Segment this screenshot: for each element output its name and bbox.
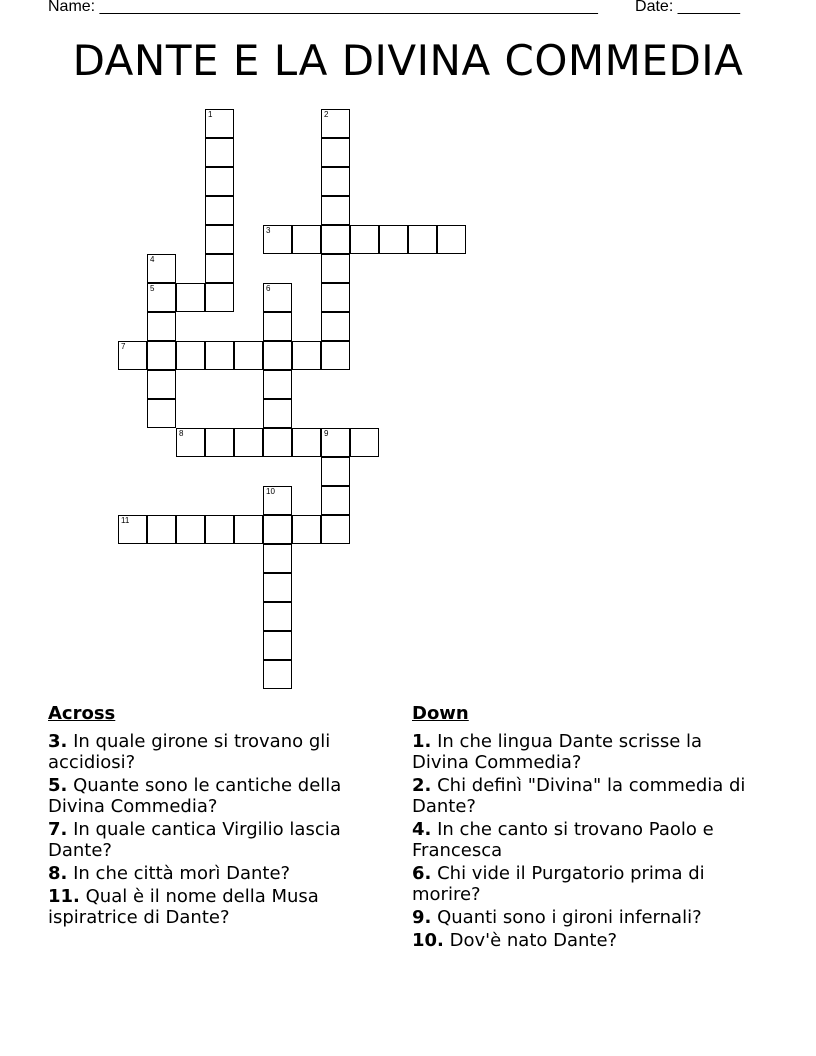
grid-cell[interactable] bbox=[321, 109, 350, 138]
grid-cell[interactable] bbox=[205, 428, 234, 457]
grid-cell[interactable] bbox=[205, 167, 234, 196]
grid-cell[interactable] bbox=[205, 109, 234, 138]
clue-number: 10. bbox=[412, 930, 444, 951]
grid-cell[interactable] bbox=[147, 370, 176, 399]
clue-item bbox=[412, 907, 752, 928]
clue-number: 11. bbox=[48, 886, 80, 907]
down-heading: Down bbox=[412, 703, 469, 724]
grid-cell[interactable] bbox=[205, 515, 234, 544]
grid-cell[interactable] bbox=[321, 312, 350, 341]
clue-number-label: 10 bbox=[266, 487, 275, 496]
grid-cell[interactable] bbox=[263, 225, 292, 254]
grid-cell[interactable] bbox=[118, 515, 147, 544]
grid-cell[interactable] bbox=[292, 428, 321, 457]
clue-number: 7. bbox=[48, 819, 68, 840]
clue-item bbox=[48, 886, 388, 928]
grid-cell[interactable] bbox=[321, 138, 350, 167]
clue-number-label: 3 bbox=[266, 226, 271, 235]
grid-cell[interactable] bbox=[408, 225, 437, 254]
clue-text: Quanti sono i gironi infernali? bbox=[437, 907, 702, 928]
clue-number: 9. bbox=[412, 907, 432, 928]
grid-cell[interactable] bbox=[147, 312, 176, 341]
clue-text: In che lingua Dante scrisse la Divina Commedia? bbox=[412, 731, 703, 773]
clue-number-label: 9 bbox=[324, 429, 329, 438]
grid-cell[interactable] bbox=[147, 515, 176, 544]
clue-number-label: 11 bbox=[121, 516, 130, 525]
grid-cell[interactable] bbox=[263, 602, 292, 631]
grid-cell[interactable] bbox=[350, 428, 379, 457]
grid-cell[interactable] bbox=[234, 515, 263, 544]
clue-item bbox=[412, 863, 752, 905]
clue-item bbox=[412, 930, 752, 951]
grid-cell[interactable] bbox=[263, 312, 292, 341]
clue-item bbox=[48, 819, 388, 861]
clue-number-label: 2 bbox=[324, 110, 329, 119]
grid-cell[interactable] bbox=[379, 225, 408, 254]
grid-cell[interactable] bbox=[176, 283, 205, 312]
date-field-label: Date: _______ bbox=[635, 0, 740, 15]
clue-number: 6. bbox=[412, 863, 432, 884]
clue-number: 5. bbox=[48, 775, 68, 796]
grid-cell[interactable] bbox=[292, 341, 321, 370]
grid-cell[interactable] bbox=[292, 515, 321, 544]
clue-text: Dov'è nato Dante? bbox=[449, 930, 618, 951]
across-clues bbox=[48, 703, 388, 930]
clue-number: 3. bbox=[48, 731, 68, 752]
clue-number-label: 5 bbox=[150, 284, 155, 293]
name-field-label: Name: ________________________________________________________ bbox=[48, 0, 598, 15]
grid-cell[interactable] bbox=[205, 341, 234, 370]
grid-cell[interactable] bbox=[263, 631, 292, 660]
grid-cell[interactable] bbox=[321, 428, 350, 457]
down-clues bbox=[412, 703, 752, 953]
grid-cell[interactable] bbox=[321, 486, 350, 515]
across-heading: Across bbox=[48, 703, 116, 724]
grid-cell[interactable] bbox=[118, 341, 147, 370]
grid-cell[interactable] bbox=[147, 399, 176, 428]
clue-text: Quante sono le cantiche della Divina Commedia? bbox=[48, 775, 342, 817]
grid-cell[interactable] bbox=[321, 225, 350, 254]
grid-cell[interactable] bbox=[263, 370, 292, 399]
grid-cell[interactable] bbox=[176, 341, 205, 370]
grid-cell[interactable] bbox=[176, 515, 205, 544]
clue-item bbox=[412, 819, 752, 861]
clue-text: Chi definì "Divina" la commedia di Dante? bbox=[412, 775, 746, 817]
grid-cell[interactable] bbox=[321, 283, 350, 312]
grid-cell[interactable] bbox=[350, 225, 379, 254]
clue-item bbox=[48, 731, 388, 773]
clue-text: In che canto si trovano Paolo e Francesca bbox=[412, 819, 714, 861]
page-title: DANTE E LA DIVINA COMMEDIA bbox=[72, 36, 744, 85]
grid-cell[interactable] bbox=[321, 341, 350, 370]
grid-cell[interactable] bbox=[205, 254, 234, 283]
grid-cell[interactable] bbox=[205, 283, 234, 312]
clue-text: Chi vide il Purgatorio prima di morire? bbox=[412, 863, 705, 905]
grid-cell[interactable] bbox=[321, 457, 350, 486]
grid-cell[interactable] bbox=[263, 573, 292, 602]
clue-number-label: 7 bbox=[121, 342, 126, 351]
clue-number-label: 4 bbox=[150, 255, 155, 264]
grid-cell[interactable] bbox=[263, 515, 292, 544]
grid-cell[interactable] bbox=[234, 341, 263, 370]
grid-cell[interactable] bbox=[263, 399, 292, 428]
grid-cell[interactable] bbox=[147, 341, 176, 370]
clue-number: 4. bbox=[412, 819, 432, 840]
grid-cell[interactable] bbox=[321, 515, 350, 544]
grid-cell[interactable] bbox=[292, 225, 321, 254]
clue-item bbox=[48, 775, 388, 817]
clue-item bbox=[48, 863, 388, 884]
grid-cell[interactable] bbox=[205, 138, 234, 167]
clue-number: 2. bbox=[412, 775, 432, 796]
clue-item bbox=[412, 731, 752, 773]
clue-item bbox=[412, 775, 752, 817]
grid-cell[interactable] bbox=[147, 254, 176, 283]
grid-cell[interactable] bbox=[437, 225, 466, 254]
clue-number-label: 8 bbox=[179, 429, 184, 438]
grid-cell[interactable] bbox=[205, 196, 234, 225]
grid-cell[interactable] bbox=[263, 544, 292, 573]
grid-cell[interactable] bbox=[234, 428, 263, 457]
clue-number-label: 1 bbox=[208, 110, 213, 119]
clue-text: In che città morì Dante? bbox=[73, 863, 291, 884]
clue-number-label: 6 bbox=[266, 284, 271, 293]
clue-text: In quale cantica Virgilio lascia Dante? bbox=[48, 819, 341, 861]
grid-cell[interactable] bbox=[147, 283, 176, 312]
grid-cell[interactable] bbox=[263, 428, 292, 457]
grid-cell[interactable] bbox=[263, 341, 292, 370]
clue-text: In quale girone si trovano gli accidiosi? bbox=[48, 731, 331, 773]
grid-cell[interactable] bbox=[321, 196, 350, 225]
grid-cell[interactable] bbox=[176, 428, 205, 457]
grid-cell[interactable] bbox=[263, 486, 292, 515]
grid-cell[interactable] bbox=[263, 660, 292, 689]
grid-cell[interactable] bbox=[263, 283, 292, 312]
clue-text: Qual è il nome della Musa ispiratrice di Dante? bbox=[48, 886, 319, 928]
clue-number: 1. bbox=[412, 731, 432, 752]
grid-cell[interactable] bbox=[205, 225, 234, 254]
grid-cell[interactable] bbox=[321, 254, 350, 283]
grid-cell[interactable] bbox=[321, 167, 350, 196]
clue-number: 8. bbox=[48, 863, 68, 884]
